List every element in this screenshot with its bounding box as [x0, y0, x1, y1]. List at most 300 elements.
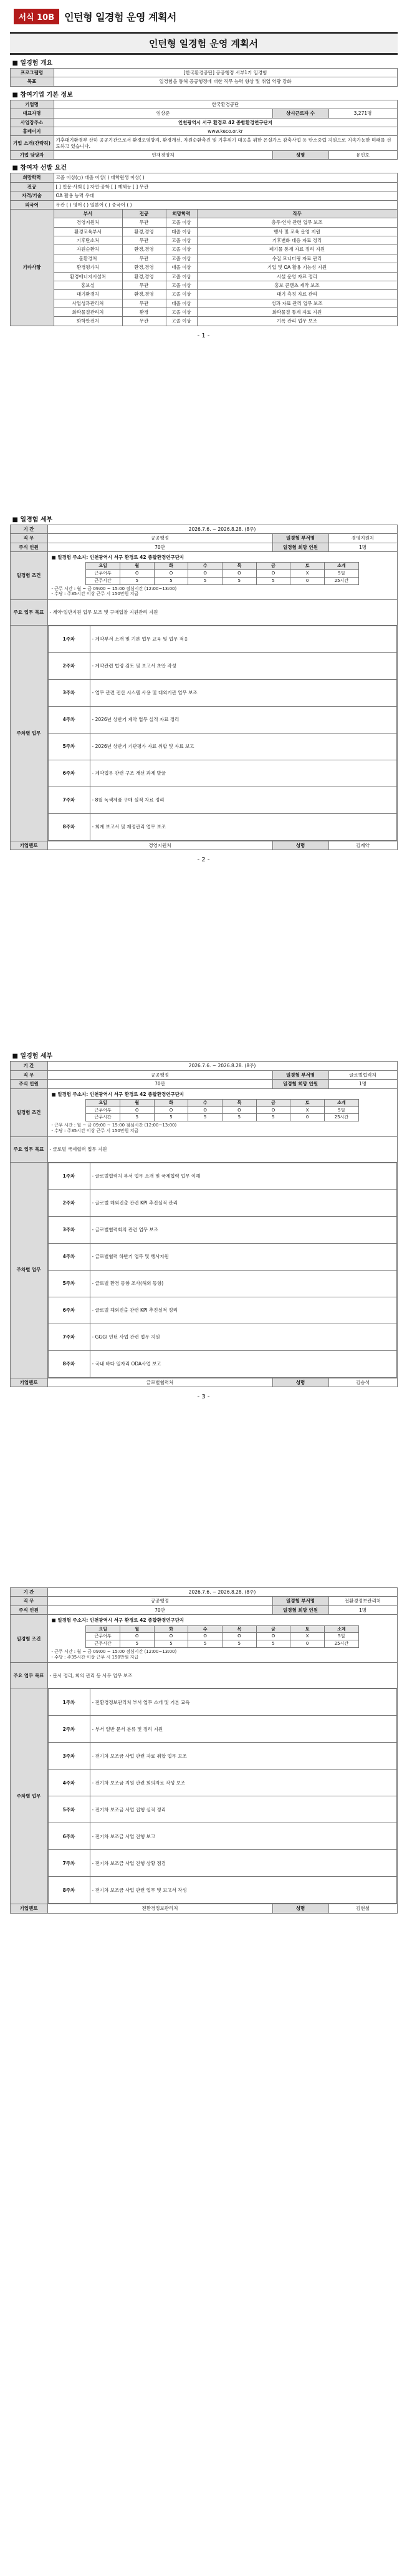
week-label: 1주차	[48, 1163, 90, 1189]
mentor-name: 김계약	[328, 841, 397, 850]
plan-main-task: - 문서 정리, 회의 관리 등 사무 업무 보조	[47, 1663, 397, 1688]
duty-edu: 대졸 이상	[166, 263, 197, 272]
column-header: 직무	[197, 209, 397, 218]
week-label: 4주차	[48, 1770, 90, 1796]
schedule-header: 수	[188, 563, 223, 570]
plan-job: 공공행정	[47, 1070, 272, 1079]
duty-edu: 고졸 이상	[166, 236, 197, 245]
duty-task: 폐기물 통계 자료 정리 지원	[197, 245, 397, 254]
duty-task: 총무·인사 관련 업무 보조	[197, 218, 397, 227]
schedule-cell: 25시간	[325, 577, 359, 584]
schedule-cell: O	[222, 570, 256, 578]
week-task: - 글로벌협력회의 관련 업무 보조	[90, 1216, 396, 1243]
week-row	[48, 1877, 396, 1904]
schedule-cell: 0	[290, 1640, 325, 1648]
schedule-cell: 근무여부	[86, 570, 120, 578]
plan-dept: 전환경정보관리처	[328, 1597, 397, 1605]
week-row	[48, 626, 396, 653]
label: 주식 인원	[10, 1605, 47, 1614]
plan-dept: 경영지원처	[328, 534, 397, 543]
schedule-cell: O	[188, 570, 223, 578]
label: 일경험 부서명	[272, 1597, 328, 1605]
duty-edu: 대졸 이상	[166, 299, 197, 307]
plan-address: ■ 일경험 주소지: 인천광역시 서구 환경로 42 종합환경연구단지	[51, 554, 184, 560]
schedule-cell: 근무여부	[86, 1106, 120, 1114]
week-label: 1주차	[48, 626, 90, 653]
week-label: 6주차	[48, 760, 90, 787]
schedule-header: 수	[188, 1625, 223, 1633]
label: 일경험 희망 인원	[272, 543, 328, 551]
label: 기 간	[10, 525, 47, 533]
duty-major: 무관	[122, 254, 166, 263]
duty-major: 환경,경영	[122, 272, 166, 281]
week-task: - 전기차 보조금 지원 관련 회의자료 작성 보조	[90, 1770, 396, 1796]
schedule-cell: O	[222, 1106, 256, 1114]
week-label: 7주차	[48, 1850, 90, 1877]
schedule-header: 토	[290, 1099, 325, 1106]
week-row	[48, 814, 396, 841]
label: 기업멘토	[10, 841, 47, 850]
week-row	[48, 707, 396, 734]
employee-count: 3,271명	[328, 109, 397, 118]
label: 기 간	[10, 1588, 47, 1597]
mentor-dept: 글로벌협력처	[47, 1378, 272, 1387]
duty-edu: 고졸 이상	[166, 272, 197, 281]
schedule-cell: O	[256, 1633, 290, 1640]
company-table	[10, 100, 398, 160]
week-task: - 업무 관련 전산 시스템 사용 및 대외기관 업무 보조	[90, 680, 396, 707]
week-task: - 전기차 보조금 사업 관련 자료 취합 업무 보조	[90, 1743, 396, 1770]
week-row	[48, 1270, 396, 1297]
plan-period: 2026.7.6. ~ 2026.8.28. (8주)	[47, 525, 397, 533]
duty-major: 무관	[122, 236, 166, 245]
schedule-cell: O	[120, 1106, 154, 1114]
plan-page	[10, 1587, 398, 1914]
plan-note: - 수당 : 주35시간 이상 근무 시 150만원 지급	[51, 1128, 139, 1133]
week-label: 6주차	[48, 1823, 90, 1850]
week-row	[48, 1796, 396, 1823]
label: 상시근로자 수	[272, 109, 328, 118]
duty-edu: 대졸 이상	[166, 227, 197, 236]
duty-edu: 고졸 이상	[166, 308, 197, 317]
duty-task: 홍보 콘텐츠 제작 보조	[197, 281, 397, 289]
label: 주요 업무 목표	[10, 1136, 47, 1162]
schedule-header: 소계	[325, 1625, 359, 1633]
table-row	[10, 317, 397, 326]
schedule-cell: O	[256, 1106, 290, 1114]
schedule-header: 금	[256, 1625, 290, 1633]
schedule-table	[85, 1625, 358, 1648]
duty-dept: 화학안전처	[54, 317, 122, 326]
plan-note: - 근무 시간 : 월 ~ 금 09:00 ~ 15:00 점심시간 (12:00~13:00)	[51, 586, 177, 591]
week-label: 6주차	[48, 1297, 90, 1324]
schedule-cell: O	[188, 1106, 223, 1114]
schedule-cell: 근무여부	[86, 1633, 120, 1640]
label: 주차별 업무	[10, 1162, 47, 1378]
week-label: 4주차	[48, 1243, 90, 1270]
label: 일경험 희망 인원	[272, 1605, 328, 1614]
week-task: - 글로벌 해외진출 관련 KPI 추진실적 관리	[90, 1189, 396, 1216]
week-row	[48, 760, 396, 787]
week-row	[48, 1189, 396, 1216]
label: 직 무	[10, 1070, 47, 1079]
schedule-cell: 5일	[325, 570, 359, 578]
plan-note: - 근무 시간 : 월 ~ 금 09:00 ~ 15:00 점심시간 (12:00~13:00)	[51, 1649, 177, 1654]
label: 주요 업무 목표	[10, 1663, 47, 1688]
duty-task: 기업 및 OA 활용 기능성 지원	[197, 263, 397, 272]
duty-edu: 고졸 이상	[166, 290, 197, 299]
schedule-table	[85, 1099, 358, 1121]
schedule-header: 금	[256, 1099, 290, 1106]
requirement-skill: OA 활용 능력 우대	[54, 191, 397, 200]
plan-job: 공공행정	[47, 534, 272, 543]
week-label: 5주차	[48, 734, 90, 760]
week-label: 4주차	[48, 707, 90, 734]
schedule-cell: 0	[290, 1114, 325, 1121]
schedule-cell: O	[154, 1633, 188, 1640]
requirement-edu: 고졸 이상(○) 대졸 이상( ) 대학원생 이상( )	[54, 173, 397, 182]
table-row	[10, 227, 397, 236]
schedule-header: 금	[256, 563, 290, 570]
label: 목표	[10, 77, 54, 86]
schedule-header: 목	[222, 563, 256, 570]
duty-edu: 고졸 이상	[166, 281, 197, 289]
duty-dept: 사업성과관리처	[54, 299, 122, 307]
duty-major: 무관	[122, 299, 166, 307]
schedule-cell: 5	[188, 1640, 223, 1648]
company-section-title: ■ 참여기업 기본 정보	[12, 91, 73, 99]
week-label: 3주차	[48, 680, 90, 707]
duty-dept: 대기환경처	[54, 290, 122, 299]
label: 성명	[272, 1904, 328, 1913]
label: 일경험 부서명	[272, 1070, 328, 1079]
schedule-cell: 5	[154, 1640, 188, 1648]
header-title: 인턴형 일경험 운영 계획서	[64, 11, 176, 23]
label: 성명	[272, 1378, 328, 1387]
plan-page	[10, 514, 398, 864]
table-row	[10, 290, 397, 299]
duty-major: 환경,경영	[122, 263, 166, 272]
duty-dept: 화학물질관리처	[54, 308, 122, 317]
label: 일경험 조건	[10, 551, 47, 599]
duty-edu: 고졸 이상	[166, 218, 197, 227]
table-row	[10, 281, 397, 289]
week-row	[48, 1243, 396, 1270]
week-row	[48, 1716, 396, 1743]
schedule-cell: 25시간	[325, 1640, 359, 1648]
plan-period: 2026.7.6. ~ 2026.8.28. (8주)	[47, 1062, 397, 1070]
week-label: 3주차	[48, 1216, 90, 1243]
week-row	[48, 787, 396, 814]
table-row	[10, 263, 397, 272]
duty-dept: 물환경처	[54, 254, 122, 263]
plan-count: 1명	[328, 1605, 397, 1614]
plan-table	[10, 1061, 398, 1387]
plan-main-task: - 계약·일반지원 업무 보조 및 구매입찰 지원관리 지원	[47, 600, 397, 626]
schedule-cell: 0	[290, 577, 325, 584]
week-row	[48, 1743, 396, 1770]
week-label: 2주차	[48, 653, 90, 680]
plan-table	[10, 1587, 398, 1914]
plan-note: - 수당 : 주35시간 이상 근무 시 150만원 지급	[51, 1654, 139, 1660]
weekly-table	[48, 1688, 397, 1904]
participant-table	[10, 173, 398, 210]
label: 주식 인원	[10, 1080, 47, 1088]
week-task: - 전기차 보조금 사업 관련 업무 및 보고서 작성	[90, 1877, 396, 1904]
label: 일경험 조건	[10, 1088, 47, 1136]
plan-main-task: - 글로벌 국제협력 업무 지원	[47, 1136, 397, 1162]
week-task: - 계약관련 법령 검토 및 보고서 초안 작성	[90, 653, 396, 680]
schedule-cell: 5	[222, 577, 256, 584]
duty-dept: 환경에너지시설처	[54, 272, 122, 281]
weekly-table	[48, 626, 397, 841]
duty-dept: 홍보실	[54, 281, 122, 289]
schedule-cell: X	[290, 1633, 325, 1640]
schedule-cell: O	[120, 1633, 154, 1640]
duty-edu: 고졸 이상	[166, 317, 197, 326]
week-label: 8주차	[48, 814, 90, 841]
duty-major: 무관	[122, 281, 166, 289]
contact-name: 유인호	[328, 151, 397, 160]
week-label: 2주차	[48, 1716, 90, 1743]
duty-major: 환경,경영	[122, 227, 166, 236]
label: 직 무	[10, 534, 47, 543]
week-row	[48, 680, 396, 707]
week-task: - 8월 녹색제품 구매 실적 자료 정리	[90, 787, 396, 814]
plan-dept: 글로벌협력처	[328, 1070, 397, 1079]
plan-note: - 근무 시간 : 월 ~ 금 09:00 ~ 15:00 점심시간 (12:00~13:00)	[51, 1123, 177, 1128]
week-task: - 국내 바다 일자리 ODA사업 보고	[90, 1350, 396, 1377]
column-header: 희망학력	[166, 209, 197, 218]
schedule-header: 요일	[86, 1099, 120, 1106]
label: 일경험 희망 인원	[272, 1080, 328, 1088]
schedule-cell: O	[256, 570, 290, 578]
schedule-cell: 근무시간	[86, 1114, 120, 1121]
label: 직 무	[10, 1597, 47, 1605]
week-label: 1주차	[48, 1689, 90, 1716]
plan-count: 1명	[328, 543, 397, 551]
schedule-cell: 근무시간	[86, 577, 120, 584]
plan-table	[10, 525, 398, 851]
week-label: 5주차	[48, 1796, 90, 1823]
label: 성명	[272, 841, 328, 850]
week-task: - GGGI 인턴 사업 관련 업무 지원	[90, 1324, 396, 1350]
schedule-cell: 5	[120, 1114, 154, 1121]
label: 기업멘토	[10, 1904, 47, 1913]
duty-task: 화학물질 통계 자료 지원	[197, 308, 397, 317]
plan-period: 2026.7.6. ~ 2026.8.28. (8주)	[47, 1588, 397, 1597]
page-number: - 2 -	[197, 856, 210, 864]
week-label: 7주차	[48, 787, 90, 814]
duty-task: 행사 및 교육 운영 지원	[197, 227, 397, 236]
table-row	[10, 236, 397, 245]
page-1	[10, 0, 398, 339]
schedule-header: 월	[120, 1625, 154, 1633]
week-label: 3주차	[48, 1743, 90, 1770]
schedule-cell: 5	[188, 577, 223, 584]
schedule-header: 소계	[325, 563, 359, 570]
label: 일경험 조건	[10, 1615, 47, 1663]
week-row	[48, 1823, 396, 1850]
schedule-cell: 5	[154, 1114, 188, 1121]
plan-note: - 수당 : 주35시간 이상 근무 시 150만원 지급	[51, 591, 139, 597]
week-row	[48, 734, 396, 760]
table-row	[10, 218, 397, 227]
schedule-cell: O	[120, 570, 154, 578]
plan-pay: 70만	[47, 1605, 272, 1614]
mentor-name: 김승석	[328, 1378, 397, 1387]
week-row	[48, 1350, 396, 1377]
duty-major: 무관	[122, 317, 166, 326]
schedule-header: 소계	[325, 1099, 359, 1106]
duty-dept: 경영지원처	[54, 218, 122, 227]
table-row	[10, 299, 397, 307]
duty-task: 시설 운영 자료 정리	[197, 272, 397, 281]
label: 기업 담당자	[10, 151, 54, 160]
schedule-header: 수	[188, 1099, 223, 1106]
column-header: 전공	[122, 209, 166, 218]
schedule-header: 토	[290, 563, 325, 570]
program-goal: 일경험을 통해 공공행정에 대한 직무 능력 향상 및 취업 역량 강화	[54, 77, 397, 86]
table-row	[10, 272, 397, 281]
program-section-title: ■ 일경험 개요	[12, 60, 53, 67]
duty-task: 대기 측정 자료 관리	[197, 290, 397, 299]
schedule-cell: 5	[154, 577, 188, 584]
program-name: [한국환경공단] 공공행정 서부1기 일경험	[54, 69, 397, 77]
week-row	[48, 653, 396, 680]
plan-pay: 70만	[47, 1080, 272, 1088]
week-task: - 글로벌협력처 부서 업무 소개 및 국제협력 업무 이해	[90, 1163, 396, 1189]
week-task: - 계약부서 소개 및 기본 업무 교육 및 업무 적응	[90, 626, 396, 653]
requirement-language: 무관 ( ) 영어 ( ) 일본어 ( ) 중국어 ( )	[54, 200, 397, 209]
week-label: 2주차	[48, 1189, 90, 1216]
label: 주요 업무 목표	[10, 600, 47, 626]
company-address: 인천광역시 서구 환경로 42 종합환경연구단지	[54, 118, 397, 127]
label: 일경험 부서명	[272, 534, 328, 543]
plan-section-title: ■ 일경험 세부	[12, 516, 53, 523]
plan-address: ■ 일경험 주소지: 인천광역시 서구 환경로 42 종합환경연구단지	[51, 1091, 184, 1097]
week-row	[48, 1689, 396, 1716]
program-table	[10, 68, 398, 87]
week-row	[48, 1216, 396, 1243]
duty-dept: 기후탄소처	[54, 236, 122, 245]
week-row	[48, 1850, 396, 1877]
week-row	[48, 1770, 396, 1796]
label: 기업멘토	[10, 1378, 47, 1387]
schedule-header: 화	[154, 563, 188, 570]
schedule-header: 화	[154, 1099, 188, 1106]
week-task: - 회계 보고서 및 재정관리 업무 보조	[90, 814, 396, 841]
schedule-cell: 5	[256, 1640, 290, 1648]
page-number: - 3 -	[197, 1393, 210, 1400]
schedule-cell: 5	[222, 1640, 256, 1648]
schedule-cell: O	[154, 1106, 188, 1114]
duty-task: 수질 모니터링 자료 관리	[197, 254, 397, 263]
duty-major: 무관	[122, 218, 166, 227]
mentor-dept: 경영지원처	[47, 841, 272, 850]
plan-address: ■ 일경험 주소지: 인천광역시 서구 환경로 42 종합환경연구단지	[51, 1617, 184, 1624]
week-task: - 글로벌 환경 동향 조사(해외 동향)	[90, 1270, 396, 1297]
duty-edu: 고졸 이상	[166, 245, 197, 254]
page-number: - 1 -	[197, 332, 210, 339]
plan-pay: 70만	[47, 543, 272, 551]
week-task: - 전기차 보조금 사업 집행 실적 정리	[90, 1796, 396, 1823]
week-task: - 2026년 상반기 기관평가 자료 취합 및 자료 보고	[90, 734, 396, 760]
contact-dept: 인재경영처	[54, 151, 272, 160]
week-label: 8주차	[48, 1877, 90, 1904]
plan-job: 공공행정	[47, 1597, 272, 1605]
schedule-cell: 근무시간	[86, 1640, 120, 1648]
duty-task: 기후변화 대응 자료 정리	[197, 236, 397, 245]
schedule-cell: X	[290, 1106, 325, 1114]
week-task: - 부서 일반 문서 분류 및 정리 지원	[90, 1716, 396, 1743]
duty-dept: 환경교육부서	[54, 227, 122, 236]
week-task: - 계약업무 관련 구조 개선 과제 발굴	[90, 760, 396, 787]
label: 전공	[10, 182, 54, 191]
duty-major: 환경,경영	[122, 290, 166, 299]
document-title: 인턴형 일경험 운영 계획서	[10, 32, 398, 55]
week-task: - 2026년 상반기 계약 업무 실적 자료 정리	[90, 707, 396, 734]
mentor-name: 김현철	[328, 1904, 397, 1913]
label: 외국어	[10, 200, 54, 209]
duty-major: 환경	[122, 308, 166, 317]
label: 홈페이지	[10, 127, 54, 135]
homepage-link[interactable]: www.keco.or.kr	[54, 127, 397, 135]
week-label: 5주차	[48, 1270, 90, 1297]
schedule-header: 토	[290, 1625, 325, 1633]
label: 대표자명	[10, 109, 54, 118]
duty-dept: 자원순환처	[54, 245, 122, 254]
duty-dept: 환경평가처	[54, 263, 122, 272]
week-task: - 전기차 보조금 사업 진행 상황 점검	[90, 1850, 396, 1877]
label: 프로그램명	[10, 69, 54, 77]
duty-task: 성과 자료 관리 업무 보조	[197, 299, 397, 307]
ceo-name: 임상준	[54, 109, 272, 118]
schedule-cell: X	[290, 570, 325, 578]
duty-table	[10, 209, 398, 326]
schedule-cell: 5	[188, 1114, 223, 1121]
label: 기 간	[10, 1062, 47, 1070]
schedule-header: 목	[222, 1099, 256, 1106]
schedule-cell: 5일	[325, 1633, 359, 1640]
week-row	[48, 1324, 396, 1350]
label: 기업 소개(간략히)	[10, 136, 54, 151]
schedule-table	[85, 562, 358, 584]
duty-major: 환경,경영	[122, 245, 166, 254]
schedule-cell: 5	[120, 577, 154, 584]
plan-page	[10, 1050, 398, 1400]
schedule-cell: O	[154, 570, 188, 578]
week-row	[48, 1297, 396, 1324]
schedule-header: 월	[120, 1099, 154, 1106]
week-label: 7주차	[48, 1324, 90, 1350]
form-badge: 서식 10B	[14, 9, 60, 24]
column-header: 부서	[54, 209, 122, 218]
duty-label: 기타사항	[10, 209, 54, 326]
week-task: - 전환경정보관리처 부서 업무 소개 및 기본 교육	[90, 1689, 396, 1716]
company-intro: 기후대기환경부 산하 공공기관으로서 환경오염방지, 환경개선, 자원순환촉진 및 기후위기 대응을 위한 온실가스 감축사업 등 탄소중립 지원으로 지속가능한 미래를 선도하고 있습니다.	[54, 136, 397, 151]
schedule-header: 월	[120, 563, 154, 570]
week-task: - 글로벌 해외진출 관련 KPI 추진실적 정리	[90, 1297, 396, 1324]
schedule-cell: 5	[120, 1640, 154, 1648]
weekly-table	[48, 1163, 397, 1378]
schedule-cell: 25시간	[325, 1114, 359, 1121]
schedule-header: 요일	[86, 563, 120, 570]
label: 기업명	[10, 100, 54, 109]
label: 희망학력	[10, 173, 54, 182]
label: 성명	[272, 151, 328, 160]
week-row	[48, 1163, 396, 1189]
